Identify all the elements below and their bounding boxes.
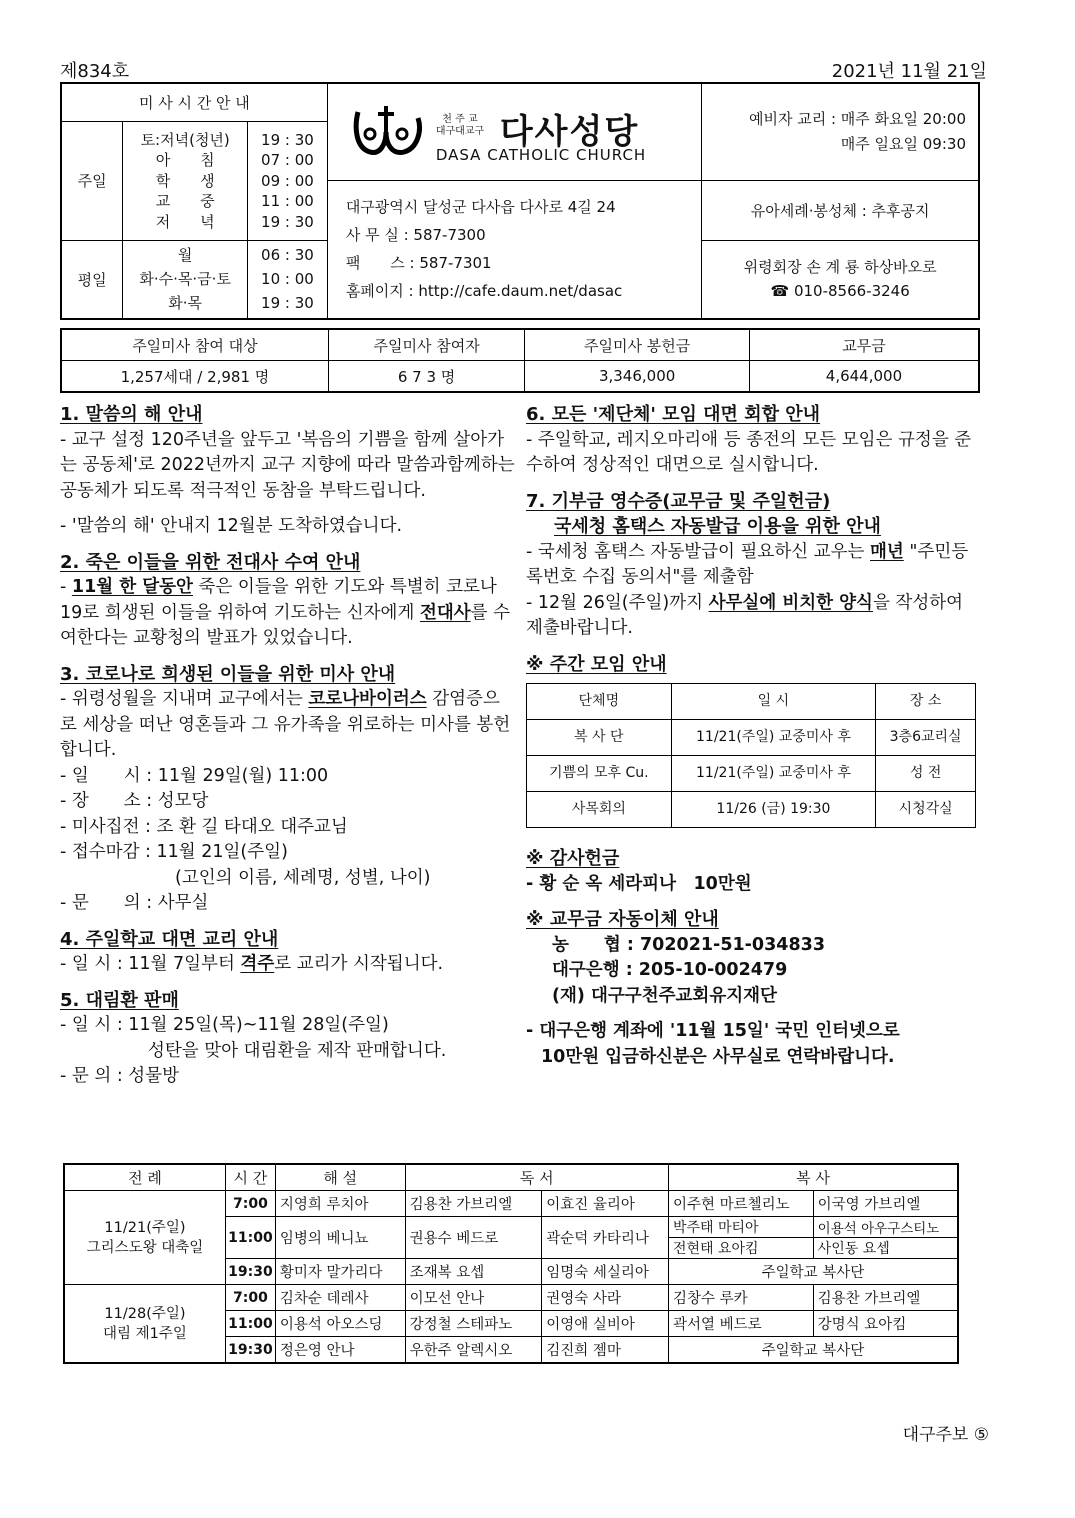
autopay-title: ※ 교무금 자동이체 안내 <box>526 909 719 930</box>
sunday-time: 09 : 00 <box>261 171 314 190</box>
weekday-time: 06 : 30 <box>261 246 314 265</box>
table-row <box>64 1191 958 1217</box>
server: 김용찬 가브리엘 <box>813 1285 958 1311</box>
text: 을 작성하여 제출바랍니다. <box>526 592 964 638</box>
issue-number: 제834호 <box>60 61 130 82</box>
info-table <box>60 82 980 320</box>
sec3-date: - 일 시 : 11월 29일(월) 11:00 <box>60 765 329 786</box>
table-row <box>527 720 976 756</box>
sec3-deadline: - 접수마감 : 11월 21일(주일) <box>60 842 288 862</box>
schedule-header: 전 례 <box>64 1164 225 1191</box>
stats-value: 6 7 3 명 <box>328 361 524 393</box>
sec7-p2 <box>526 591 976 642</box>
sec3-celebrant: - 미사집전 : 조 환 길 타대오 대주교님 <box>60 816 348 837</box>
commentator: 지영희 루치아 <box>275 1191 405 1217</box>
text: 사무실에 비치한 양식 <box>708 592 873 613</box>
schedule-header: 독 서 <box>405 1164 668 1191</box>
stats-label: 주일미사 참여 대상 <box>61 329 328 361</box>
sunday-mass-times <box>248 121 328 241</box>
sec5-note: 성탄을 맞아 대림환을 제작 판매합니다. <box>148 1040 447 1061</box>
thanks-title: ※ 감사헌금 <box>526 848 620 869</box>
sec5-title: 5. 대림환 판매 <box>60 989 179 1011</box>
autopay-notice1: - 대구은행 계좌에 '11월 15일' 국민 인터넷으로 <box>526 1021 900 1041</box>
office-phone: 사 무 실 : 587-7300 <box>345 226 486 245</box>
weekday-name: 월 <box>177 246 193 265</box>
server: 전현태 요아킴 <box>668 1238 813 1259</box>
reader: 권용수 베드로 <box>405 1217 542 1259</box>
sec5-date: - 일 시 : 11월 25일(목)~11월 28일(주일) <box>60 1015 389 1035</box>
reader: 임명숙 세실리아 <box>542 1259 669 1285</box>
meeting-place: 3층6교리실 <box>876 720 976 756</box>
sunday-time: 19 : 30 <box>261 212 314 231</box>
sunday-name: 저 녁 <box>155 212 215 231</box>
table-row <box>64 1285 958 1311</box>
text: 11월 한 달동안 <box>71 577 193 597</box>
homepage-link[interactable]: 홈페이지 : http://cafe.daum.net/dasac <box>345 282 623 301</box>
council-phone: ☎ 010-8566-3246 <box>770 282 910 301</box>
server: 박주태 마티아 <box>668 1217 813 1238</box>
meetings-header: 장 소 <box>876 684 976 720</box>
text: "주민등록번호 수집 동의서"를 제출함 <box>526 541 969 587</box>
sunday-mass-names <box>123 121 248 241</box>
server: 사인동 요셉 <box>813 1238 958 1259</box>
server: 곽서열 베드로 <box>668 1311 813 1337</box>
meeting-group: 기쁨의 모후 Cu. <box>527 756 672 792</box>
address-info <box>327 181 701 319</box>
sec7-title1: 7. 기부금 영수증(교무금 및 주일헌금) <box>526 490 831 512</box>
mass-time: 19:30 <box>225 1259 275 1285</box>
text: 코로나바이러스 <box>308 689 427 709</box>
council-chair: 위령회장 손 계 룡 하상바오로 <box>743 258 937 277</box>
reader: 강정철 스테파노 <box>405 1311 542 1337</box>
logo-name: 다사성당 <box>499 112 640 152</box>
sec3-place: - 장 소 : 성모당 <box>60 791 209 811</box>
text: - 위령성월을 지내며 교구에서는 <box>60 689 309 709</box>
left-column <box>60 402 515 1090</box>
sec2-title: 2. 죽은 이들을 위한 전대사 수여 안내 <box>60 551 361 573</box>
schedule-header: 해 설 <box>275 1164 405 1191</box>
commentator: 이용석 아오스딩 <box>275 1311 405 1337</box>
text: - 12월 26일(주일)까지 <box>526 592 709 613</box>
sunday-name: 학 생 <box>155 171 215 190</box>
text: - 일 시 : 11월 7일부터 <box>60 954 241 974</box>
reader: 이영애 실비아 <box>542 1311 669 1337</box>
issue-date: 2021년 11월 21일 <box>831 61 987 82</box>
autopay-holder: (재) 대구구천주교회유지재단 <box>552 985 777 1006</box>
server: 이주현 마르첼리노 <box>668 1191 813 1217</box>
meetings-table <box>526 683 976 828</box>
stats-value: 3,346,000 <box>525 361 750 393</box>
text: 감염증으로 세상을 떠난 영혼들과 그 유가족을 위로하는 미사를 봉헌합니다. <box>60 689 511 760</box>
commentator: 정은영 안나 <box>275 1337 405 1364</box>
server-group: 주일학교 복사단 <box>668 1337 958 1364</box>
stats-value: 1,257세대 / 2,981 명 <box>61 361 328 393</box>
sec3-title: 3. 코로나로 희생된 이들을 위한 미사 안내 <box>60 663 396 685</box>
logo-cell <box>327 83 701 181</box>
commentator: 임병의 베니뇨 <box>275 1217 405 1259</box>
meeting-time: 11/21(주일) 교중미사 후 <box>671 756 876 792</box>
reader: 권영숙 사라 <box>542 1285 669 1311</box>
schedule-header: 복 사 <box>668 1164 958 1191</box>
sec7-title2: 국세청 홈택스 자동발급 이용을 위한 안내 <box>554 516 881 537</box>
weekday-mass-times <box>248 241 328 319</box>
weekday-name: 화·목 <box>168 294 203 313</box>
logo-english: DASA CATHOLIC CHURCH <box>435 146 647 164</box>
day-name: 그리스도왕 대축일 <box>86 1239 204 1256</box>
text: - 국세청 홈택스 자동발급이 필요하신 교우는 <box>526 541 870 562</box>
reader: 김진희 젬마 <box>542 1337 669 1364</box>
server: 이용석 아우구스티노 <box>813 1217 958 1238</box>
stats-value: 4,644,000 <box>749 361 979 393</box>
sunday-name: 토:저녁(청년) <box>140 130 230 149</box>
table-row <box>527 792 976 828</box>
day-date: 11/21(주일) <box>104 1219 186 1236</box>
meeting-group: 복 사 단 <box>527 720 672 756</box>
sec4-body <box>60 952 515 978</box>
mass-time: 7:00 <box>225 1191 275 1217</box>
schedule-day1 <box>64 1191 225 1285</box>
reader: 우한주 알렉시오 <box>405 1337 542 1364</box>
text: 격주 <box>240 954 275 974</box>
sec4-title: 4. 주일학교 대면 교리 안내 <box>60 928 279 950</box>
meetings-header: 단체명 <box>527 684 672 720</box>
address: 대구광역시 달성군 다사읍 다사로 4길 24 <box>345 198 616 217</box>
day-date: 11/28(주일) <box>104 1305 186 1322</box>
mass-time: 11:00 <box>225 1311 275 1337</box>
liturgy-schedule <box>63 1163 959 1364</box>
server: 강명식 요아킴 <box>813 1311 958 1337</box>
weekday-time: 10 : 00 <box>261 270 314 289</box>
meetings-header: 일 시 <box>671 684 876 720</box>
text: 전대사 <box>419 602 471 623</box>
stats-label: 교무금 <box>749 329 979 361</box>
server: 김창수 루카 <box>668 1285 813 1311</box>
autopay-dgb: 대구은행 : 205-10-002479 <box>552 960 788 980</box>
catechism-line1: 예비자 교리 : 매주 화요일 20:00 <box>748 110 966 128</box>
stats-table <box>60 328 980 393</box>
sec6-body: - 주일학교, 레지오마리애 등 종전의 모든 모임은 규정을 준수하여 정상적인 대면으로 실시합니다. <box>526 429 972 475</box>
meetings-title: ※ 주간 모임 안내 <box>526 653 667 675</box>
sec3-body <box>60 687 515 764</box>
baptism-info: 유아세례·봉성체 : 추후공지 <box>702 181 979 241</box>
logo-catholic: 천 주 교 <box>442 114 478 125</box>
stats-label: 주일미사 봉헌금 <box>525 329 750 361</box>
commentator: 김차순 데레사 <box>275 1285 405 1311</box>
autopay-notice2: 10만원 입금하신분은 사무실로 연락바랍니다. <box>541 1046 895 1067</box>
sec6-title: 6. 모든 '제단체' 모임 대면 회합 안내 <box>526 404 821 425</box>
reader: 김용찬 가브리엘 <box>405 1191 542 1217</box>
right-column <box>526 402 976 1070</box>
reader: 이모선 안나 <box>405 1285 542 1311</box>
table-row <box>527 756 976 792</box>
weekday-label: 평일 <box>61 241 123 319</box>
meeting-time: 11/26 (금) 19:30 <box>671 792 876 828</box>
day-name: 대림 제1주일 <box>103 1325 187 1342</box>
sec1-title: 1. 말씀의 해 안내 <box>60 404 203 425</box>
sec1-p1: - 교구 설정 120주년을 앞두고 '복음의 기쁨을 함께 살아가는 공동체'로 2022년까지 교구 지향에 따라 말씀과함께하는 공동체가 되도록 적극적인 동참을 부탁드립니다. <box>60 429 515 501</box>
schedule-header: 시 간 <box>225 1164 275 1191</box>
meeting-group: 사목회의 <box>527 792 672 828</box>
mass-times-title: 미 사 시 간 안 내 <box>61 83 327 121</box>
weekday-name: 화·수·목·금·토 <box>139 270 231 289</box>
thanks-line: - 황 순 옥 세라피나 10만원 <box>526 873 752 894</box>
stats-label: 주일미사 참여자 <box>328 329 524 361</box>
catechism-info <box>702 83 979 181</box>
meeting-time: 11/21(주일) 교중미사 후 <box>671 720 876 756</box>
sec2-body <box>60 575 515 652</box>
page-footer: 대구주보 ⑤ <box>902 1425 989 1445</box>
sec7-p1 <box>526 540 976 591</box>
sunday-time: 07 : 00 <box>261 151 314 169</box>
meeting-place: 성 전 <box>876 756 976 792</box>
text: 를 수여한다는 교황청의 발표가 있었습니다. <box>60 602 511 648</box>
fax: 팩 스 : 587-7301 <box>345 254 492 273</box>
server-group: 주일학교 복사단 <box>668 1259 958 1285</box>
reader: 이효진 율리아 <box>542 1191 669 1217</box>
sunday-label: 주일 <box>61 121 123 241</box>
text: 로 교리가 시작됩니다. <box>274 954 444 974</box>
autopay-nh: 농 협 : 702021-51-034833 <box>552 934 825 955</box>
text: 매년 <box>869 541 904 562</box>
mass-time: 7:00 <box>225 1285 275 1311</box>
reader: 곽순덕 카타리나 <box>542 1217 669 1259</box>
sec5-contact: - 문 의 : 성물방 <box>60 1066 179 1086</box>
sunday-name: 교 중 <box>155 192 215 210</box>
catechism-line2: 매주 일요일 09:30 <box>840 135 966 153</box>
weekday-time: 19 : 30 <box>261 294 314 313</box>
commentator: 황미자 말가리다 <box>275 1259 405 1285</box>
sunday-name: 아 침 <box>155 151 215 169</box>
logo-archdiocese: 대구대교구 <box>435 126 485 137</box>
council-info <box>702 241 979 319</box>
weekday-mass-names <box>123 241 248 319</box>
text: - <box>60 577 72 597</box>
sec3-contact: - 문 의 : 사무실 <box>60 893 209 913</box>
server: 이국영 가브리엘 <box>813 1191 958 1217</box>
meeting-place: 시청각실 <box>876 792 976 828</box>
mass-time: 19:30 <box>225 1337 275 1364</box>
church-logo-icon <box>348 98 432 164</box>
mass-time: 11:00 <box>225 1217 275 1259</box>
reader: 조재복 요셉 <box>405 1259 542 1285</box>
text: 죽은 이들을 위한 기도와 특별히 코로나19로 희생된 이들을 위하여 기도하는 신자에게 <box>60 577 497 623</box>
sec1-p2: - '말씀의 해' 안내지 12월분 도착하였습니다. <box>60 516 403 536</box>
sunday-time: 11 : 00 <box>261 192 314 210</box>
schedule-day2 <box>64 1285 225 1364</box>
sunday-time: 19 : 30 <box>261 130 314 149</box>
sec3-deadline-note: (고인의 이름, 세례명, 성별, 나이) <box>175 867 431 888</box>
